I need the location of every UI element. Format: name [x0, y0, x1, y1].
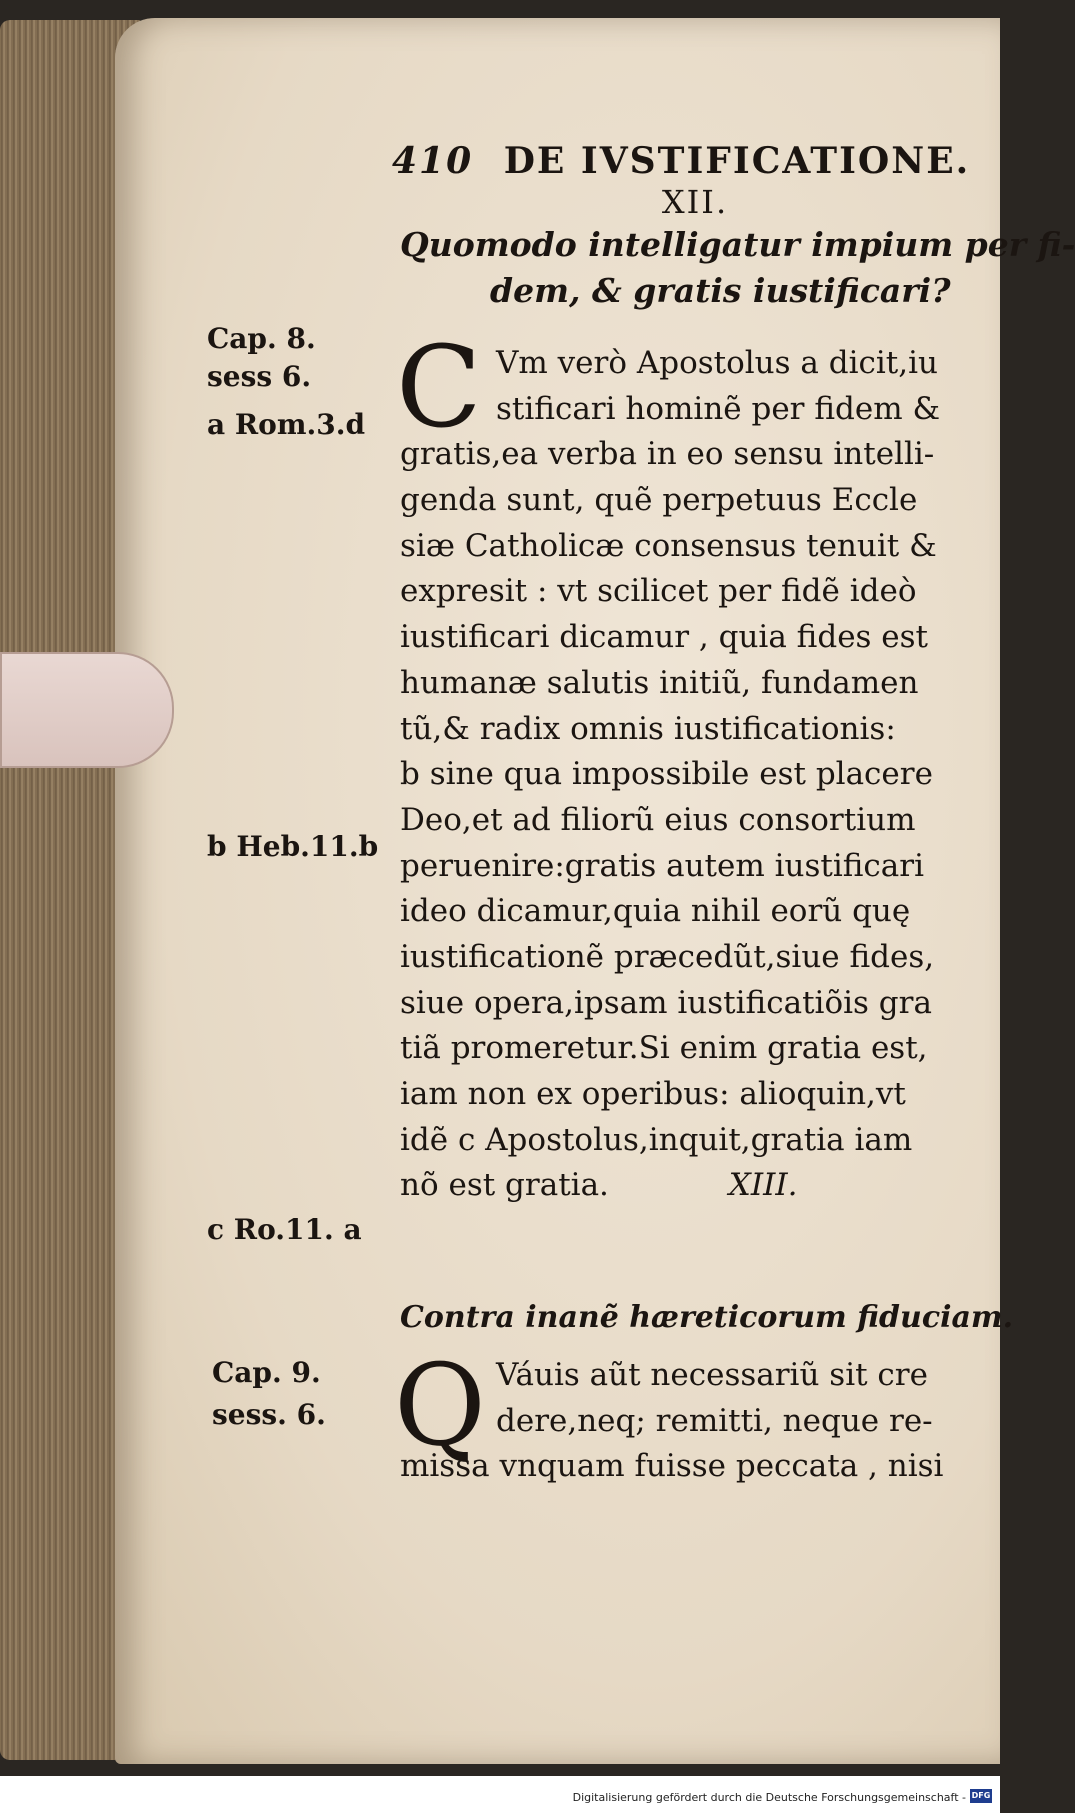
text-line: iustificationẽ præcedũt,siue fides,	[400, 938, 935, 975]
text-line: genda sunt, quẽ perpetuus Eccle	[400, 482, 918, 519]
text-line: tiã promeretur.Si enim gratia est,	[400, 1030, 928, 1067]
text-line: dere,neq; remitti, neque re-	[496, 1402, 933, 1439]
text-line: b sine qua impossibile est placere	[400, 756, 933, 793]
margin-note-cap8: Cap. 8.	[207, 322, 316, 355]
margin-note-heb: b Heb.11.b	[207, 830, 379, 863]
heading-line-2: dem, & gratis iustificari?	[490, 271, 951, 310]
margin-note-sess6-b: sess. 6.	[212, 1398, 326, 1431]
margin-note-sess6: sess 6.	[207, 360, 312, 393]
heading-line-1: Quomodo intelligatur impium per fi-	[400, 225, 1075, 264]
text-line: Deo,et ad filiorũ eius consortium	[400, 801, 916, 838]
page-tab-marker	[0, 652, 174, 768]
text-line: siue opera,ipsam iustificatiõis gra	[400, 984, 932, 1021]
text-line: stificari hominẽ per fidem &	[496, 390, 941, 427]
text-line: tũ,& radix omnis iustificationis:	[400, 710, 896, 747]
text-line: iustificari dicamur , quia fides est	[400, 619, 929, 656]
section-numeral-xiii: XIII.	[728, 1167, 798, 1204]
text-line: peruenire:gratis autem iustificari	[400, 847, 925, 884]
page-number: 410	[392, 140, 474, 182]
running-header	[392, 140, 982, 182]
text-line: idẽ c Apostolus,inquit,gratia iam	[400, 1121, 913, 1158]
text-line: Váuis aũt necessariũ sit cre	[496, 1357, 928, 1393]
section-heading-xiii: Contra inanẽ hæreticorum fiduciam.	[400, 1300, 1014, 1335]
running-title: DE IVSTIFICATIONE.	[503, 140, 971, 182]
text-line: gratis,ea verba in eo sensu intelli-	[400, 436, 935, 473]
text-line: ideo dicamur,quia nihil eorũ quę	[400, 893, 911, 930]
margin-note-rom: a Rom.3.d	[207, 408, 366, 441]
text-line: expresit : vt scilicet per fidẽ ideò	[400, 573, 917, 610]
text-line: iam non ex operibus: alioquin,vt	[400, 1076, 906, 1112]
section-heading-xii	[400, 222, 1075, 314]
text-line: siæ Catholicæ consensus tenuit &	[400, 527, 937, 564]
section-numeral-xii: XII.	[661, 183, 729, 221]
margin-note-cap9: Cap. 9.	[212, 1356, 321, 1389]
dfg-logo-icon: DFG	[970, 1789, 992, 1803]
text-line: missa vnquam fuisse peccata , nisi	[400, 1448, 944, 1485]
text-line: humanæ salutis initiũ, fundamen	[400, 664, 919, 701]
text-line: Vm verò Apostolus a dicit,iu	[496, 345, 938, 381]
text-line-final: nõ est gratia.	[400, 1167, 609, 1204]
dfg-credit: Digitalisierung gefördert durch die Deutsche Forschungsgemeinschaft -	[572, 1791, 966, 1804]
section-xiii-text	[400, 1353, 990, 1490]
drop-cap-c: C	[396, 323, 482, 453]
margin-note-ro11: c Ro.11. a	[207, 1213, 362, 1246]
drop-cap-q: Q	[394, 1341, 486, 1471]
section-xii-text	[400, 341, 990, 1209]
text-line-last	[400, 1163, 990, 1209]
